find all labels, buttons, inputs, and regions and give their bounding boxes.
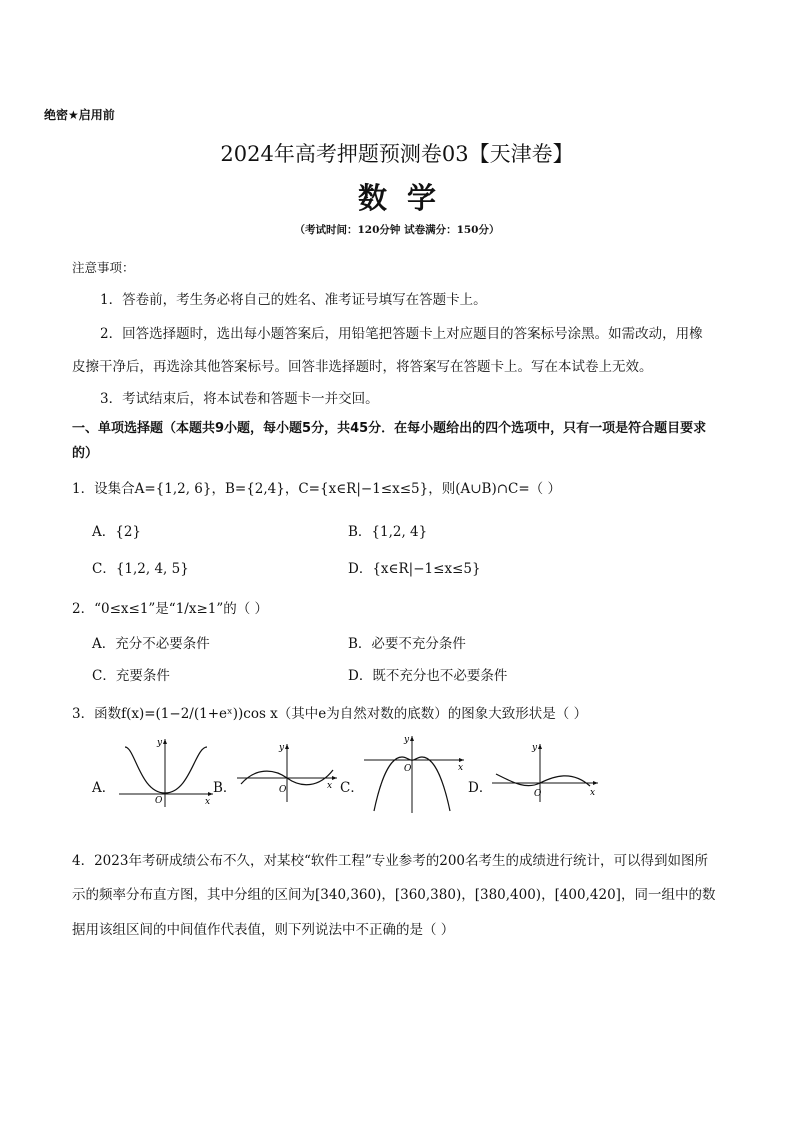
graph-c-x-label: x — [458, 763, 464, 773]
graph-b-x-label: x — [327, 781, 333, 791]
graph-c-origin: O — [404, 764, 412, 774]
note-item-2-cont: 皮擦干净后，再选涂其他答案标号。回答非选择题时，将答案写在答题卡上。写在本试卷上无效。 — [72, 359, 653, 375]
q2-option-a: A．充分不必要条件 — [92, 636, 210, 652]
q2-option-d: D．既不充分也不必要条件 — [348, 668, 508, 684]
graph-b-origin: O — [279, 785, 287, 795]
subject-title: 数学 — [357, 181, 456, 215]
q4-line-2: 示的频率分布直方图，其中分组的区间为[340,360)，[360,380)，[380,400)，[400,420]，同一组中的数 — [72, 887, 716, 903]
graph-b-y-label: y — [279, 743, 285, 753]
q3-label-d: D． — [468, 780, 493, 796]
graph-d-curve — [496, 774, 590, 786]
graph-d-y-label: y — [532, 743, 538, 753]
graph-d-x-label: x — [590, 788, 596, 798]
q1-option-d: D．{x∈R|−1≤x≤5} — [348, 561, 481, 577]
note-item-2: 2．回答选择题时，选出每小题答案后，用铅笔把答题卡上对应题目的答案标号涂黑。如需改动，用橡 — [100, 326, 703, 342]
graph-a-x-label: x — [205, 797, 211, 807]
q3-graph-c — [362, 733, 467, 815]
exam-title: 2024年高考押题预测卷03【天津卷】 — [220, 142, 574, 166]
note-item-3: 3．考试结束后，将本试卷和答题卡一并交回。 — [100, 391, 379, 407]
q3-stem: 3．函数f(x)=(1−2/(1+eˣ))cos x（其中e为自然对数的底数）的图象大致形状是（ ） — [72, 706, 588, 722]
graph-a-curve — [125, 747, 207, 793]
q1-stem: 1．设集合A={1,2, 6}，B={2,4}，C={x∈R|−1≤x≤5}，则(A∪B)∩C=（ ） — [72, 481, 561, 497]
q4-line-1: 4．2023年考研成绩公布不久，对某校“软件工程”专业参考的200名考生的成绩进行统计，可以得到如图所 — [72, 853, 709, 869]
q3-label-c: C． — [340, 780, 364, 796]
note-item-1: 1．答卷前，考生务必将自己的姓名、准考证号填写在答题卡上。 — [100, 292, 487, 308]
q3-graph-d — [490, 740, 600, 805]
q3-label-b: B． — [213, 780, 237, 796]
notes-heading: 注意事项： — [72, 260, 135, 275]
section-heading: 一、单项选择题（本题共9小题，每小题5分，共45分．在每小题给出的四个选项中，只有一项是符合题目要求的） — [72, 421, 707, 461]
confidential-mark: 绝密★启用前 — [44, 108, 115, 122]
graph-a-y-label: y — [157, 738, 163, 748]
q2-option-c: C．充要条件 — [92, 668, 170, 684]
graph-a-origin: O — [155, 796, 163, 806]
q3-graph-b — [235, 740, 340, 805]
q1-option-c: C．{1,2, 4, 5} — [92, 561, 189, 577]
time-info: （考试时间：120分钟 试卷满分：150分） — [294, 224, 500, 236]
graph-c-y-label: y — [404, 735, 410, 745]
q1-option-b: B．{1,2, 4} — [348, 524, 428, 540]
q1-option-a: A．{2} — [92, 524, 142, 540]
q4-line-3: 据用该组区间的中间值作代表值，则下列说法中不正确的是（ ） — [72, 922, 455, 938]
q3-label-a: A． — [92, 780, 116, 796]
graph-d-origin: O — [534, 789, 542, 799]
q2-stem: 2．“0≤x≤1”是“1/x≥1”的（ ） — [72, 601, 269, 617]
q3-graph-a — [115, 735, 215, 810]
q2-option-b: B．必要不充分条件 — [348, 636, 466, 652]
